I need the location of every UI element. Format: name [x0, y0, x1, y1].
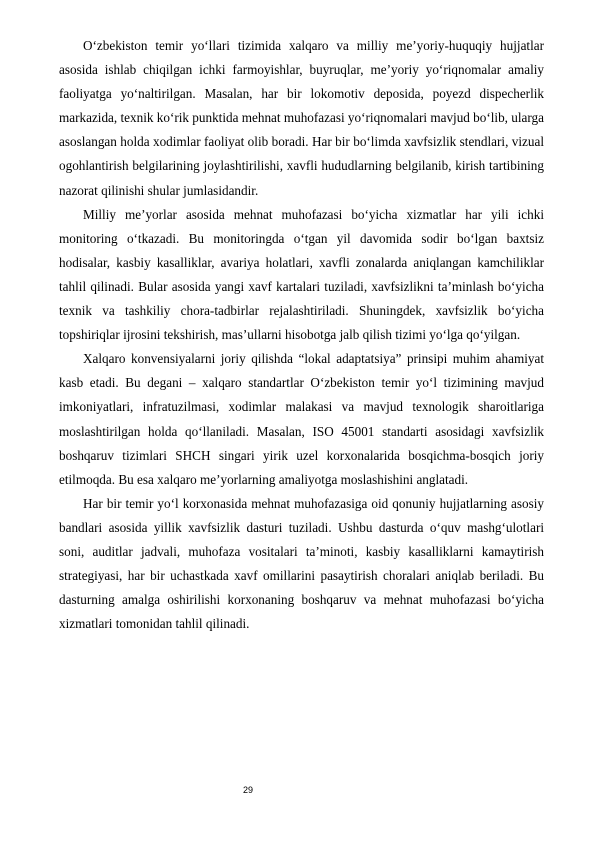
page-number: 29 — [243, 785, 254, 795]
paragraph-1: O‘zbekiston temir yo‘llari tizimida xalqaro va milliy me’yoriy-huquqiy hujjatlar asosida ishlab chiqilgan ichki farmoyishlar, buyruqlar, me’yoriy yo‘riqnomalar amaliy faoliyatga yo‘naltirilgan. Masalan, har bir lokomotiv deposida, poyezd dispecherlik markazida, texnik ko‘rik punktida mehnat muhofazasi yo‘riqnomalari mavjud bo‘lib, ularga asoslangan holda xodimlar faoliyat olib boradi. Har bir bo‘limda xavfsizlik stendlari, vizual ogohlantirish belgilarining joylashtirilishi, xavfli hududlarning belgilanib, kirish tartibining nazorat qilinishi shular jumlasidandir. — [59, 38, 544, 198]
document-body — [59, 34, 544, 636]
paragraph-4: Har bir temir yo‘l korxonasida mehnat muhofazasiga oid qonuniy hujjatlarning asosiy bandlari asosida yillik xavfsizlik dasturi tuziladi. Ushbu dasturda o‘quv mashg‘ulotlari soni, auditlar jadvali, muhofaza vositalari ta’minoti, kasbiy kasalliklarni kamaytirish strategiyasi, har bir uchastkada xavf omillarini pasaytirish choralari aniqlab beriladi. Bu dasturning amalga oshirilishi korxonaning boshqaruv va mehnat muhofazasi bo‘yicha xizmatlari tomonidan tahlil qilinadi. — [59, 495, 544, 632]
paragraph-3: Xalqaro konvensiyalarni joriy qilishda “lokal adaptatsiya” prinsipi muhim ahamiyat kasb etadi. Bu degani – xalqaro standartlar O‘zbekiston temir yo‘l tizimining mavjud imkoniyatlari, infratuzilmasi, xodimlar malakasi va mavjud texnologik sharoitlariga moslashtirilgan holda qo‘llaniladi. Masalan, ISO 45001 standarti asosidagi xavfsizlik boshqaruv tizimlari SHCH singari yirik uzel korxonalarida bosqichma-bosqich joriy etilmoqda. Bu esa xalqaro me’yorlarning amaliyotga moslashishini anglatadi. — [59, 351, 544, 487]
paragraph-2: Milliy me’yorlar asosida mehnat muhofazasi bo‘yicha xizmatlar har yili ichki monitoring o‘tkazadi. Bu monitoringda o‘tgan yil davomida sodir bo‘lgan baxtsiz hodisalar, kasbiy kasalliklar, avariya holatlari, xavfli zonalarda aniqlangan kamchiliklar tahlil qilinadi. Bular asosida yangi xavf kartalari tuziladi, xavfsizlikni ta’minlash bo‘yicha texnik va tashkiliy chora-tadbirlar rejalashtiriladi. Shuningdek, xavfsizlik bo‘yicha topshiriqlar ijrosini tekshirish, mas’ullarni hisobotga jalb qilish tizimi yo‘lga qo‘yilgan. — [59, 206, 544, 343]
